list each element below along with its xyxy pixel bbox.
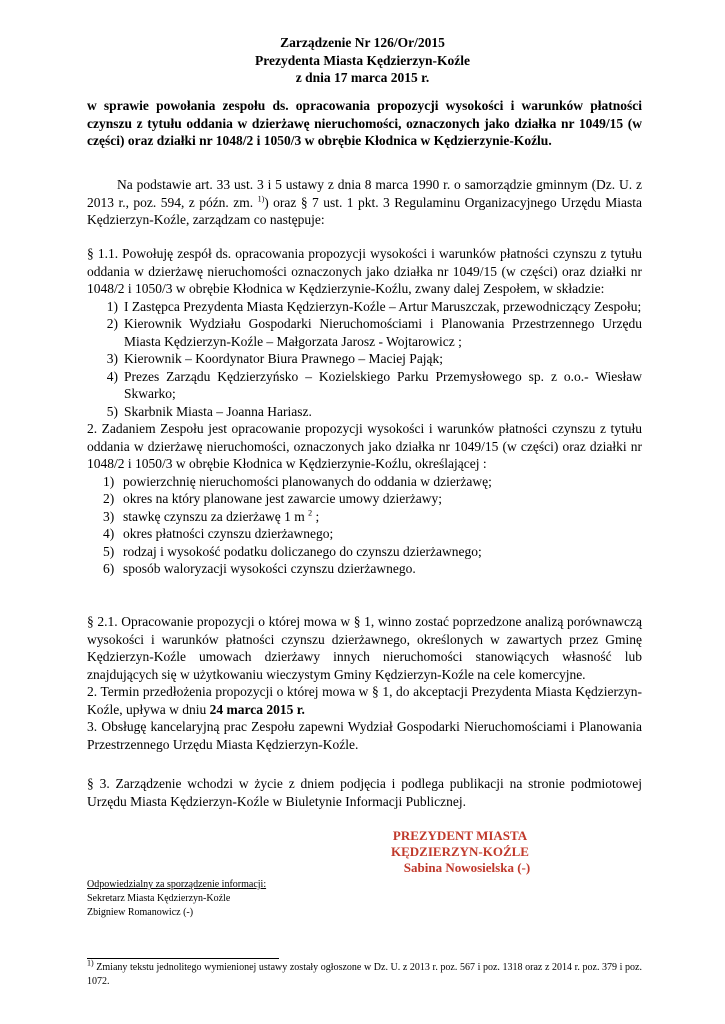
section-1 (87, 245, 642, 578)
list-item-number: 1) (106, 298, 118, 314)
list-item-text: Prezes Zarządu Kędzierzyńsko – Kozielskiego Parku Przemysłowego sp. z o.o.- Wiesław Skwarko; (124, 368, 642, 401)
section-2-paragraph-3: 3. Obsługę kancelaryjną prac Zespołu zapewni Wydział Gospodarki Nieruchomościami i Planowania Przestrzennego Urzędu Miasta Kędzierzyn-Koźle. (87, 719, 642, 752)
list-item-number: 2) (106, 316, 118, 331)
list-item (87, 473, 642, 491)
list-item-number: 1) (103, 473, 115, 489)
footnote-mark: 1) (87, 958, 94, 968)
list-item-number: 4) (103, 526, 115, 541)
document-header (0, 34, 725, 87)
list-item-text: powierzchnię nieruchomości planowanych do oddania w dzierżawę; (123, 473, 492, 489)
list-item-text: rodzaj i wysokość podatku doliczanego do czynszu dzierżawnego; (123, 543, 482, 559)
list-item (87, 508, 642, 526)
section-1-paragraph-2: 2. Zadaniem Zespołu jest opracowanie propozycji wysokości i warunków płatności czynszu z tytułu oddania w dzierżawę nieruchomości, oznaczonych jako działka nr 1049/15 (w części) oraz działki nr 1048/2 i 1050/3 w obrębie Kłodnica w Kędzierzynie-Koźlu, określającej : (87, 421, 642, 471)
list-item-text: I Zastępca Prezydenta Miasta Kędzierzyn-Koźle – Artur Maruszczak, przewodniczący Zespołu; (124, 298, 642, 314)
list-item-number: 5) (103, 543, 115, 559)
preamble-part1: Na podstawie art. 33 ust. 3 i 5 ustawy z dnia 8 marca 1990 r. o samorządzie gminnym (Dz. U. z 2013 r., poz. 594, z późn. zm. (87, 177, 642, 210)
list-item (87, 350, 642, 368)
tasks-list (87, 473, 642, 578)
list-item (87, 490, 642, 508)
section-2-paragraph-2 (87, 683, 642, 718)
list-item (87, 368, 642, 403)
section-1-paragraph-1: § 1.1. Powołuję zespół ds. opracowania propozycji wysokości i warunków płatności czynszu z tytułu oddania w dzierżawę nieruchomości oznaczonych jako działka nr 1049/15 (w części) oraz działki nr 1048/2 i 1050/3 w obrębie Kłodnica w Kędzierzynie-Koźlu, zwany dalej Zespołem, w składzie: (87, 246, 642, 296)
list-item-text: okres płatności czynszu dzierżawnego; (123, 526, 334, 541)
responsible-position: Sekretarz Miasta Kędzierzyn-Koźle (87, 893, 231, 904)
list-item (87, 543, 642, 561)
header-date: z dnia 17 marca 2015 r. (295, 70, 430, 85)
list-item-number: 3) (106, 351, 118, 366)
signature-title: PREZYDENT MIASTA (392, 828, 528, 843)
deadline-date: 24 marca 2015 r. (209, 701, 305, 717)
list-item-number: 5) (106, 403, 118, 419)
list-item-text-after: ; (312, 508, 320, 524)
responsible-block (87, 878, 387, 920)
document-subject: w sprawie powołania zespołu ds. opracowania propozycji wysokości i warunków płatności czynszu z tytułu oddania w dzierżawę nieruchomości, oznaczonych jako działka nr 1049/15 (w części) oraz działki nr 1048/2 i 1050/3 w obrębie Kłodnica w Kędzierzynie-Koźlu. (87, 98, 642, 148)
section-2 (87, 613, 642, 753)
team-members-list (87, 298, 642, 421)
header-issuer: Prezydenta Miasta Kędzierzyn-Koźle (255, 52, 470, 68)
list-item-text: Skarbnik Miasta – Joanna Hariasz. (124, 403, 312, 419)
header-title: Zarządzenie Nr 126/Or/2015 (280, 35, 445, 50)
list-item (87, 298, 642, 316)
list-item-text: sposób waloryzacji wysokości czynszu dzierżawnego. (123, 561, 416, 576)
list-item (87, 525, 642, 543)
signature-block (360, 828, 560, 876)
preamble-footnote-mark: 1) (257, 194, 265, 203)
list-item (87, 403, 642, 421)
list-item-text (123, 508, 642, 526)
section-2-paragraph-1: § 2.1. Opracowanie propozycji o której mowa w § 1, winno zostać poprzedzone analizą porównawczą wysokości i warunków płatności czynszu dzierżawnego, określonych w zawartych przez Gminę Kędzierzyn-Koźle umowach dzierżawy innych nieruchomości stanowiących własność lub znajdujących się w użytkowaniu wieczystym Gminy Kędzierzyn-Koźle na cele komercyjne. (87, 614, 642, 682)
preamble-part2: ) oraz § 7 ust. 1 pkt. 3 Regulaminu Organizacyjnego Urzędu Miasta Kędzierzyn-Koźle, zarządzam co następuje: (87, 194, 642, 227)
footnote-separator (87, 958, 279, 959)
list-item-number: 3) (103, 508, 115, 524)
list-item-number: 6) (103, 561, 115, 576)
superscript-2: 2 (308, 508, 313, 517)
signature-city: KĘDZIERZYN-KOŹLE (391, 844, 529, 859)
section-2-paragraph-2-text: 2. Termin przedłożenia propozycji o której mowa w § 1, do akceptacji Prezydenta Miasta Kędzierzyn-Koźle, upływa w dniu (87, 684, 642, 717)
list-item-text: Kierownik – Koordynator Biura Prawnego – Maciej Pająk; (124, 351, 444, 366)
preamble (87, 176, 642, 229)
signature-name: Sabina Nowosielska (-) (403, 860, 531, 875)
responsible-heading: Odpowiedzialny za sporządzenie informacji: (87, 879, 267, 890)
list-item-text: Kierownik Wydziału Gospodarki Nieruchomościami i Planowania Przestrzennego Urzędu Miasta Kędzierzyn-Koźle – Małgorzata Jarosz - Wojtarowicz ; (124, 316, 642, 349)
responsible-name: Zbigniew Romanowicz (-) (87, 907, 194, 918)
footnote (87, 958, 642, 989)
list-item-text-main: stawkę czynszu za dzierżawę 1 m (123, 508, 309, 524)
list-item-number: 2) (103, 491, 115, 506)
list-item (87, 560, 642, 578)
footnote-text: Zmiany tekstu jednolitego wymienionej ustawy zostały ogłoszone w Dz. U. z 2013 r. poz. 567 i poz. 1318 oraz z 2014 r. poz. 379 i poz. 1072. (87, 962, 642, 987)
section-3: § 3. Zarządzenie wchodzi w życie z dniem podjęcia i podlega publikacji na stronie podmiotowej Urzędu Miasta Kędzierzyn-Koźle w Biuletynie Informacji Publicznej. (87, 776, 642, 809)
list-item (87, 315, 642, 350)
list-item-text: okres na który planowane jest zawarcie umowy dzierżawy; (123, 491, 442, 506)
list-item-number: 4) (106, 368, 118, 384)
